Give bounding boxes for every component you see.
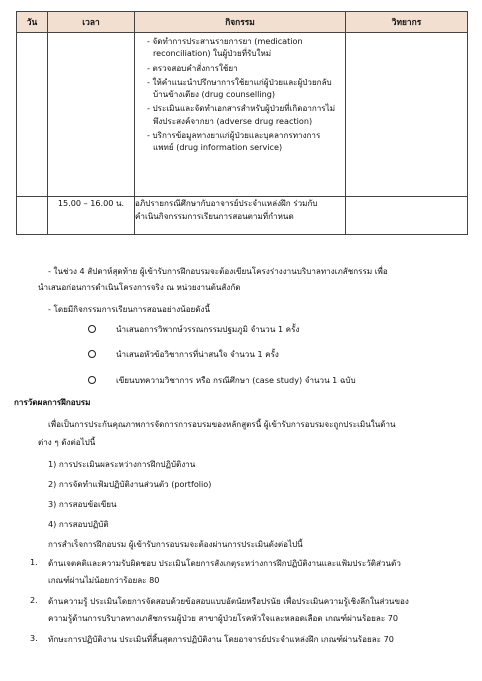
circle-bullet-icon bbox=[88, 376, 96, 384]
paragraph-line: - ในช่วง 4 สัปดาห์สุดท้าย ผู้เข้ารับการฝึกอบรมจะต้องเขียนโครงร่างงานบริบาลทางเภสัชกรรม เพื่อ bbox=[48, 266, 388, 276]
table-header-row bbox=[17, 12, 468, 33]
criteria-line: ด้านความรู้ ประเมินโดยการจัดสอบด้วยข้อสอบแบบอัตนัยหรือปรนัย เพื่อประเมินความรู้เชิงลึกในส่วนของ bbox=[48, 596, 409, 606]
cell-lecturer bbox=[346, 197, 468, 235]
criteria-number: 2. bbox=[30, 595, 38, 605]
criteria-line: ทักษะการปฏิบัติงาน ประเมินที่สิ้นสุดการปฏิบัติงาน โดยอาจารย์ประจำแหล่งฝึก เกณฑ์ผ่านร้อยละ 70 bbox=[48, 634, 394, 644]
cell-activities bbox=[135, 33, 346, 197]
paragraph-line: เพื่อเป็นการประกันคุณภาพการจัดการการอบรมของหลักสูตรนี้ ผู้เข้ารับการอบรมจะถูกประเมินในด้าน bbox=[48, 419, 396, 429]
paragraph-line: การสำเร็จการฝึกอบรม ผู้เข้ารับการอบรมจะต้องผ่านการประเมินดังต่อไปนี้ bbox=[48, 539, 303, 549]
list-item: นำเสนอหัวข้อวิชาการที่น่าสนใจ จำนวน 1 ครั้ง bbox=[116, 349, 279, 359]
activity-line: - จัดทำการประสานรายการยา (medication bbox=[147, 36, 303, 46]
criteria-line: ความรู้ด้านการบริบาลทางเภสัชกรรมผู้ป่วย สาขาผู้ป่วยโรคหัวใจและหลอดเลือด เกณฑ์ผ่านร้อยละ 70 bbox=[48, 613, 399, 623]
list-item bbox=[139, 129, 343, 154]
section-heading: การวัดผลการฝึกอบรม bbox=[14, 397, 91, 407]
paragraph-line: ต่าง ๆ ดังต่อไปนี้ bbox=[38, 437, 96, 447]
list-item: 2) การจัดทำแฟ้มปฏิบัติงานส่วนตัว (portfolio) bbox=[48, 479, 212, 489]
list-item: 4) การสอบปฏิบัติ bbox=[48, 519, 109, 529]
circle-bullet-icon bbox=[88, 325, 96, 333]
activity-line: พึงประสงค์จากยา (adverse drug reaction) bbox=[153, 115, 313, 126]
list-item bbox=[139, 62, 343, 74]
header-time: เวลา bbox=[48, 12, 135, 33]
cell-day bbox=[17, 33, 48, 197]
activity-line: คำเนินกิจกรรมการเรียนการสอนตามที่กำหนด bbox=[135, 210, 294, 221]
cell-time bbox=[48, 33, 135, 197]
list-item: 3) การสอบข้อเขียน bbox=[48, 499, 117, 509]
cell-time: 15.00 – 16.00 น. bbox=[48, 197, 135, 235]
cell-activities bbox=[135, 197, 346, 235]
activity-line: บ้านข้างเตียง (drug counselling) bbox=[153, 89, 276, 100]
table-row bbox=[17, 33, 468, 197]
activity-line: อภิปรายกรณีศึกษากับอาจารย์ประจำแหล่งฝึก ร่วมกับ bbox=[135, 198, 318, 208]
activity-line: reconciliation) ในผู้ป่วยที่รับใหม่ bbox=[153, 48, 272, 59]
activity-line: - ตรวจสอบคำสั่งการใช้ยา bbox=[147, 62, 238, 73]
cell-day bbox=[17, 197, 48, 235]
activity-line: - ประเมินและจัดทำเอกสารสำหรับผู้ป่วยที่เกิดอาการไม่ bbox=[147, 103, 336, 114]
criteria-number: 1. bbox=[30, 557, 38, 567]
circle-bullet-icon bbox=[88, 350, 96, 358]
header-lecturer: วิทยากร bbox=[346, 12, 468, 33]
header-day: วัน bbox=[17, 12, 48, 33]
paragraph-line: นำเสนอก่อนการดำเนินโครงการจริง ณ หน่วยงานต้นสังกัด bbox=[38, 282, 241, 292]
list-item bbox=[139, 102, 343, 127]
list-item bbox=[139, 35, 343, 60]
criteria-number: 3. bbox=[30, 633, 38, 643]
criteria-line: เกณฑ์ผ่านไม่น้อยกว่าร้อยละ 80 bbox=[48, 575, 160, 585]
list-item bbox=[139, 76, 343, 101]
header-activity: กิจกรรม bbox=[135, 12, 346, 33]
criteria-line: ด้านเจตคติและความรับผิดชอบ ประเมินโดยการสังเกตุระหว่างการฝึกปฏิบัติงานและแฟ้มประวัติส่วนตัว bbox=[48, 558, 401, 568]
activity-line: - ให้คำแนะนำปรึกษาการใช้ยาแก่ผู้ป่วยและผู้ป่วยกลับ bbox=[147, 76, 332, 87]
paragraph-line: - โดยมีกิจกรรมการเรียนการสอนอย่างน้อยดังนี้ bbox=[48, 304, 211, 314]
list-item: เขียนบทความวิชาการ หรือ กรณีศึกษา (case study) จำนวน 1 ฉบับ bbox=[116, 375, 356, 385]
list-item: นำเสนอการวิพากษ์วรรณกรรมปฐมภูมิ จำนวน 1 ครั้ง bbox=[116, 324, 300, 334]
activity-line: แพทย์ (drug information service) bbox=[153, 142, 283, 153]
cell-lecturer bbox=[346, 33, 468, 197]
list-item: 1) การประเมินผลระหว่างการฝึกปฏิบัติงาน bbox=[48, 459, 196, 469]
schedule-table bbox=[16, 11, 468, 235]
activity-line: - บริการข้อมูลทางยาแก่ผู้ป่วยและบุคลากรทางการ bbox=[147, 130, 321, 141]
table-row bbox=[17, 197, 468, 235]
